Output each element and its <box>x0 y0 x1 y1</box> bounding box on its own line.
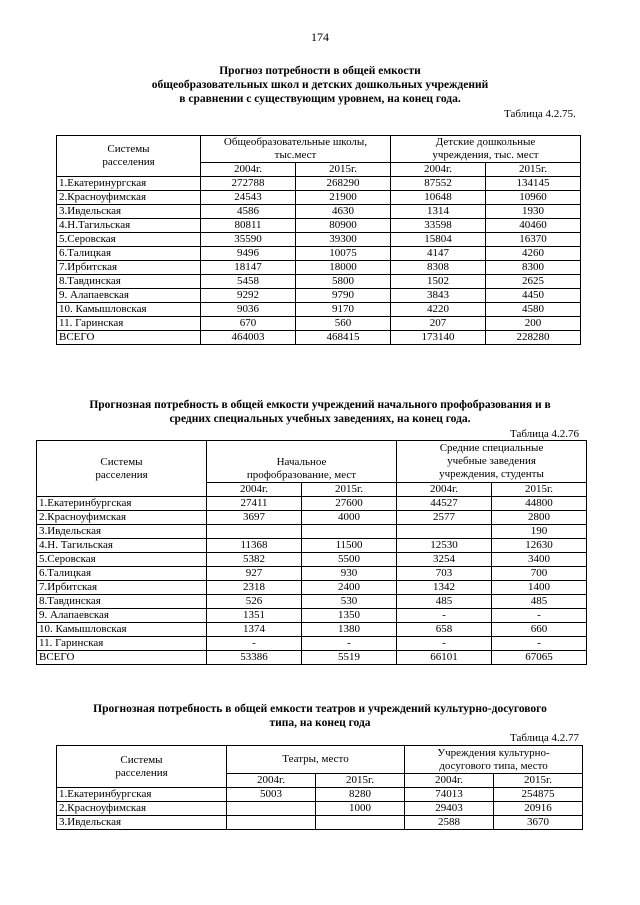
table-row <box>57 177 581 191</box>
value-cell: - <box>492 637 587 651</box>
table-4-2-75-title <box>0 64 640 106</box>
table-row <box>37 525 587 539</box>
system-name-cell: 8.Тавдинская <box>37 595 207 609</box>
table-row <box>57 317 581 331</box>
value-cell <box>227 802 316 816</box>
value-cell: 18147 <box>201 261 296 275</box>
value-cell: 5003 <box>227 788 316 802</box>
year-header-cell: 2004г. <box>227 774 316 788</box>
value-cell: 44527 <box>397 497 492 511</box>
title-line: общеобразовательных школ и детских дошкольных учреждений <box>151 79 489 91</box>
table-body <box>57 788 583 830</box>
table-row <box>37 581 587 595</box>
value-cell: 134145 <box>486 177 581 191</box>
value-cell: 40460 <box>486 219 581 233</box>
value-cell: 33598 <box>391 219 486 233</box>
table-4-2-76-label: Таблица 4.2.76 <box>510 428 580 440</box>
header-systems: Системы расселения <box>57 136 201 177</box>
value-cell: 1374 <box>207 623 302 637</box>
table-4-2-75-label: Таблица 4.2.75. <box>504 108 576 120</box>
table-row <box>57 331 581 345</box>
table-row <box>37 567 587 581</box>
value-cell: 15804 <box>391 233 486 247</box>
value-cell: 1000 <box>316 802 405 816</box>
value-cell: 927 <box>207 567 302 581</box>
system-name-cell: 2.Красноуфимская <box>57 191 201 205</box>
system-name-cell: 7.Ирбитская <box>57 261 201 275</box>
value-cell: 35590 <box>201 233 296 247</box>
value-cell: 272788 <box>201 177 296 191</box>
title-line: в сравнении с существующим уровнем, на конец года. <box>179 93 461 105</box>
value-cell: - <box>302 637 397 651</box>
value-cell: 11500 <box>302 539 397 553</box>
system-name-cell: 2.Красноуфимская <box>57 802 227 816</box>
header-vocational: Начальное профобразование, мест <box>207 441 397 483</box>
system-name-cell: 5.Серовская <box>37 553 207 567</box>
system-name-cell: 7.Ирбитская <box>37 581 207 595</box>
value-cell: 1380 <box>302 623 397 637</box>
table-row <box>57 261 581 275</box>
value-cell: - <box>397 609 492 623</box>
system-name-cell: 6.Талицкая <box>37 567 207 581</box>
header-secondary-special: Средние специальные учебные заведения учреждения, студенты <box>397 441 587 483</box>
value-cell: 9036 <box>201 303 296 317</box>
value-cell: 9790 <box>296 289 391 303</box>
value-cell: 4260 <box>486 247 581 261</box>
value-cell: 9292 <box>201 289 296 303</box>
table-row <box>57 788 583 802</box>
value-cell: 80900 <box>296 219 391 233</box>
year-header-cell: 2015г. <box>302 483 397 497</box>
year-header-cell: 2015г. <box>486 163 581 177</box>
header-systems: Системы расселения <box>37 441 207 497</box>
value-cell: 4220 <box>391 303 486 317</box>
value-cell: 3843 <box>391 289 486 303</box>
value-cell: 207 <box>391 317 486 331</box>
value-cell: 3400 <box>492 553 587 567</box>
value-cell: 8280 <box>316 788 405 802</box>
table-row <box>57 303 581 317</box>
value-cell: 12630 <box>492 539 587 553</box>
value-cell: 3697 <box>207 511 302 525</box>
value-cell: 16370 <box>486 233 581 247</box>
value-cell: 1342 <box>397 581 492 595</box>
value-cell: 2625 <box>486 275 581 289</box>
table-4-2-76 <box>36 440 587 665</box>
system-name-cell: 4.Н.Тагильская <box>57 219 201 233</box>
value-cell: 4630 <box>296 205 391 219</box>
value-cell <box>316 816 405 830</box>
value-cell: 39300 <box>296 233 391 247</box>
value-cell: 468415 <box>296 331 391 345</box>
table-row <box>57 191 581 205</box>
year-header-cell: 2004г. <box>391 163 486 177</box>
value-cell: 27600 <box>302 497 397 511</box>
value-cell <box>227 816 316 830</box>
value-cell: 3670 <box>494 816 583 830</box>
value-cell: 526 <box>207 595 302 609</box>
value-cell: 660 <box>492 623 587 637</box>
table-row <box>57 289 581 303</box>
value-cell: 560 <box>296 317 391 331</box>
value-cell: 67065 <box>492 651 587 665</box>
value-cell: 268290 <box>296 177 391 191</box>
value-cell: 66101 <box>397 651 492 665</box>
value-cell: 1314 <box>391 205 486 219</box>
value-cell: 200 <box>486 317 581 331</box>
year-header-cell: 2004г. <box>405 774 494 788</box>
value-cell: 670 <box>201 317 296 331</box>
value-cell: 2400 <box>302 581 397 595</box>
table-row <box>37 651 587 665</box>
system-name-cell: 10. Камышловская <box>57 303 201 317</box>
title-line: Прогноз потребности в общей емкости <box>219 65 421 77</box>
year-header-cell: 2004г. <box>397 483 492 497</box>
table-row <box>57 816 583 830</box>
value-cell: 190 <box>492 525 587 539</box>
value-cell: 1502 <box>391 275 486 289</box>
value-cell: 5382 <box>207 553 302 567</box>
table-row <box>37 511 587 525</box>
value-cell: 9496 <box>201 247 296 261</box>
title-line: Прогнозная потребность в общей емкости театров и учреждений культурно-досугового <box>93 703 547 715</box>
value-cell: 8300 <box>486 261 581 275</box>
system-name-cell: 2.Красноуфимская <box>37 511 207 525</box>
system-name-cell: 3.Ивдельская <box>37 525 207 539</box>
table-row <box>57 247 581 261</box>
value-cell: 1930 <box>486 205 581 219</box>
value-cell: 10075 <box>296 247 391 261</box>
value-cell <box>302 525 397 539</box>
year-header-cell: 2015г. <box>494 774 583 788</box>
table-4-2-77-label: Таблица 4.2.77 <box>510 732 580 744</box>
value-cell: 930 <box>302 567 397 581</box>
value-cell: 4580 <box>486 303 581 317</box>
value-cell: 5519 <box>302 651 397 665</box>
value-cell: - <box>397 637 492 651</box>
table-row <box>57 233 581 247</box>
value-cell: 9170 <box>296 303 391 317</box>
table-row <box>57 205 581 219</box>
title-line: средних специальных учебных заведениях, на конец года. <box>169 413 471 425</box>
system-name-cell: 11. Гаринская <box>57 317 201 331</box>
table-row <box>37 609 587 623</box>
system-name-cell: 10. Камышловская <box>37 623 207 637</box>
system-name-cell: 9. Алапаевская <box>57 289 201 303</box>
header-preschool: Детские дошкольные учреждения, тыс. мест <box>391 136 581 163</box>
system-name-cell: 3.Ивдельская <box>57 205 201 219</box>
table-body <box>57 177 581 345</box>
table-4-2-76-title <box>0 398 640 426</box>
value-cell: 1350 <box>302 609 397 623</box>
value-cell: 80811 <box>201 219 296 233</box>
year-header-cell: 2015г. <box>316 774 405 788</box>
system-name-cell: 1.Екатеринургская <box>57 177 201 191</box>
system-name-cell: 1.Екатеринбургская <box>37 497 207 511</box>
value-cell: 4000 <box>302 511 397 525</box>
value-cell: 173140 <box>391 331 486 345</box>
table-row <box>37 623 587 637</box>
value-cell: 464003 <box>201 331 296 345</box>
value-cell: 228280 <box>486 331 581 345</box>
system-name-cell: 8.Тавдинская <box>57 275 201 289</box>
table-4-2-77-title <box>0 702 640 730</box>
title-line: типа, на конец года <box>269 717 371 729</box>
title-line: Прогнозная потребность в общей емкости учреждений начального профобразования и в <box>89 399 551 411</box>
value-cell: 254875 <box>494 788 583 802</box>
value-cell: 4450 <box>486 289 581 303</box>
table-row <box>37 637 587 651</box>
value-cell: 5800 <box>296 275 391 289</box>
value-cell: 5500 <box>302 553 397 567</box>
year-header-cell: 2015г. <box>492 483 587 497</box>
value-cell: 2318 <box>207 581 302 595</box>
table-4-2-75 <box>56 135 581 345</box>
header-cultural: Учреждения культурно- досугового типа, место <box>405 746 583 774</box>
value-cell: - <box>207 637 302 651</box>
system-name-cell: 1.Екатеринбургская <box>57 788 227 802</box>
table-body <box>37 497 587 665</box>
value-cell: 27411 <box>207 497 302 511</box>
system-name-cell: 11. Гаринская <box>37 637 207 651</box>
value-cell: - <box>492 609 587 623</box>
value-cell: 18000 <box>296 261 391 275</box>
value-cell: 87552 <box>391 177 486 191</box>
header-systems: Системы расселения <box>57 746 227 788</box>
value-cell: 5458 <box>201 275 296 289</box>
value-cell: 4147 <box>391 247 486 261</box>
table-row <box>37 553 587 567</box>
value-cell: 10648 <box>391 191 486 205</box>
system-name-cell: 6.Талицкая <box>57 247 201 261</box>
table-row <box>37 497 587 511</box>
system-name-cell: 3.Ивдельская <box>57 816 227 830</box>
header-theatres: Театры, место <box>227 746 405 774</box>
value-cell: 24543 <box>201 191 296 205</box>
year-header-cell: 2004г. <box>207 483 302 497</box>
value-cell: 485 <box>397 595 492 609</box>
page-number: 174 <box>311 30 329 44</box>
table-4-2-77 <box>56 745 583 830</box>
value-cell: 703 <box>397 567 492 581</box>
value-cell: 658 <box>397 623 492 637</box>
value-cell: 2800 <box>492 511 587 525</box>
value-cell: 8308 <box>391 261 486 275</box>
system-name-cell: ВСЕГО <box>57 331 201 345</box>
value-cell: 1351 <box>207 609 302 623</box>
value-cell: 530 <box>302 595 397 609</box>
table-row <box>57 275 581 289</box>
header-schools: Общеобразовательные школы, тыс.мест <box>201 136 391 163</box>
table-row <box>57 802 583 816</box>
table-row <box>37 595 587 609</box>
value-cell: 2588 <box>405 816 494 830</box>
value-cell: 21900 <box>296 191 391 205</box>
system-name-cell: 4.Н. Тагильская <box>37 539 207 553</box>
table-row <box>57 219 581 233</box>
value-cell: 29403 <box>405 802 494 816</box>
value-cell: 1400 <box>492 581 587 595</box>
system-name-cell: ВСЕГО <box>37 651 207 665</box>
table-row <box>37 539 587 553</box>
value-cell <box>207 525 302 539</box>
value-cell: 53386 <box>207 651 302 665</box>
value-cell: 44800 <box>492 497 587 511</box>
value-cell: 2577 <box>397 511 492 525</box>
value-cell: 4586 <box>201 205 296 219</box>
value-cell <box>397 525 492 539</box>
system-name-cell: 9. Алапаевская <box>37 609 207 623</box>
value-cell: 485 <box>492 595 587 609</box>
value-cell: 700 <box>492 567 587 581</box>
year-header-cell: 2015г. <box>296 163 391 177</box>
value-cell: 3254 <box>397 553 492 567</box>
year-header-cell: 2004г. <box>201 163 296 177</box>
value-cell: 10960 <box>486 191 581 205</box>
value-cell: 20916 <box>494 802 583 816</box>
value-cell: 74013 <box>405 788 494 802</box>
value-cell: 12530 <box>397 539 492 553</box>
value-cell: 11368 <box>207 539 302 553</box>
system-name-cell: 5.Серовская <box>57 233 201 247</box>
